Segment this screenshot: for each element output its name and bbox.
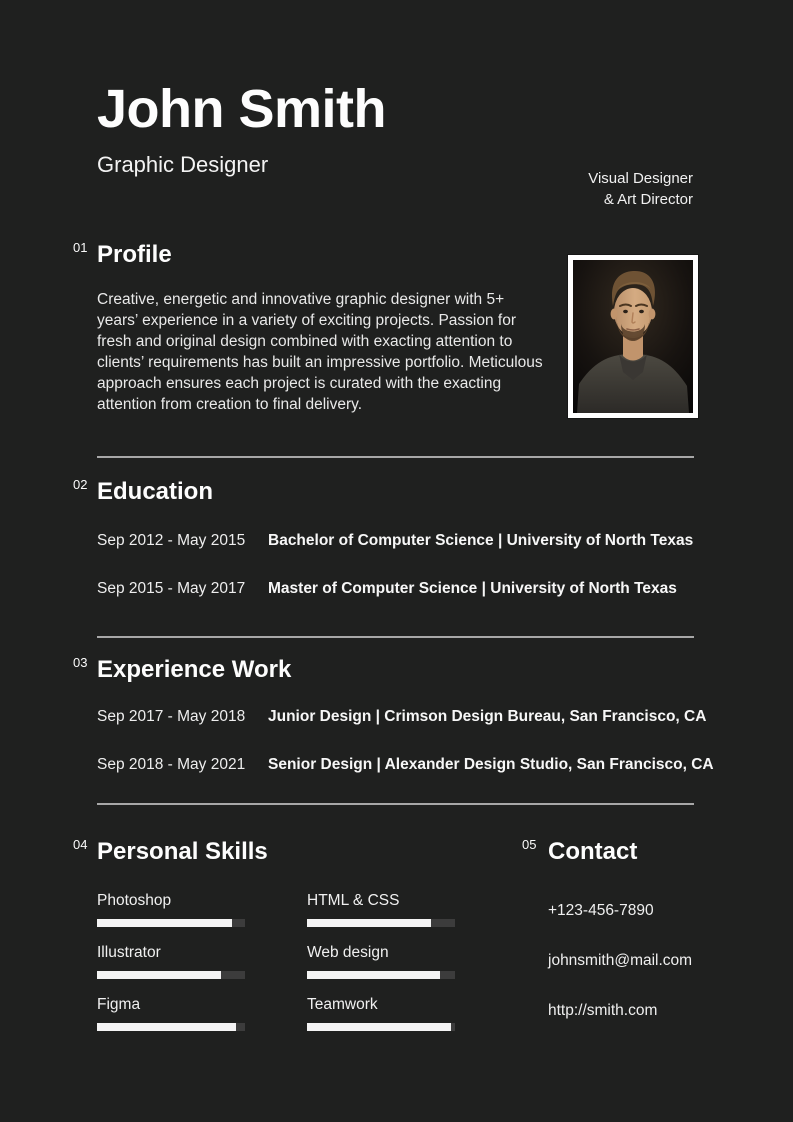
section-title: Education [97,478,214,505]
education-description: Master of Computer Science | University of North Texas [268,580,677,597]
skill-bar-fill [97,971,221,979]
skill-label: HTML & CSS [307,892,400,909]
skill-label: Photoshop [97,892,172,909]
section-profile [73,240,549,415]
section-contact [522,837,693,1020]
section-title: Contact [548,838,638,865]
skill-bar [97,1023,245,1031]
education-date: Sep 2015 - May 2017 [97,580,246,597]
education-row [97,580,717,598]
skill-bar [97,919,245,927]
section-title: Experience Work [97,656,292,683]
skill-item [97,892,245,927]
secondary-role-line2: & Art Director [603,191,693,208]
contact-item-email: johnsmith@mail.com [548,952,693,969]
separator [97,456,694,458]
section-number: 04 [73,837,88,852]
page-title: John Smith [97,79,386,139]
section-education [73,477,717,598]
experience-date: Sep 2018 - May 2021 [97,756,246,773]
contact-list [548,902,692,1020]
skill-label: Teamwork [307,996,378,1013]
skill-bar [97,971,245,979]
skill-bar-fill [307,971,440,979]
experience-description: Senior Design | Alexander Design Studio, San Francisco, CA [268,756,714,773]
education-description: Bachelor of Computer Science | University of North Texas [268,532,694,549]
skill-item [307,892,455,927]
skill-bar-fill [97,1023,236,1031]
contact-heading [522,837,692,866]
separator [97,636,694,638]
portrait-illustration [573,260,693,413]
section-personal-skills [73,837,455,1031]
skill-bar [307,971,455,979]
profile-text: Creative, energetic and innovative graphic designer with 5+ years’ experience in a variety of exciting projects. Passion for fresh and original design combined with exacting attention to clients’ requirements has built an impressive portfolio. Meticulous approach ensures each project is curated with the exacting attention from creation to final delivery. [97,291,543,413]
secondary-role-line1: Visual Designer [588,170,693,187]
contact-item-phone: +123-456-7890 [548,902,654,919]
separator [97,803,694,805]
experience-date: Sep 2017 - May 2018 [97,708,246,725]
skill-bar [307,1023,455,1031]
contact-item-website: http://smith.com [548,1002,658,1019]
secondary-role [588,168,693,210]
job-title: Graphic Designer [97,152,269,177]
education-row [97,532,717,550]
skill-label: Web design [307,944,389,961]
section-title: Personal Skills [97,838,268,865]
skills-heading [73,837,455,866]
skill-item [307,996,455,1031]
section-number: 05 [522,837,537,852]
skill-bar-fill [307,919,431,927]
skill-label: Figma [97,996,141,1013]
portrait-photo [568,255,698,418]
education-date: Sep 2012 - May 2015 [97,532,246,549]
skill-bar-fill [97,919,232,927]
skill-item [97,944,245,979]
experience-row [97,756,737,774]
skill-bar-fill [307,1023,451,1031]
section-number: 01 [73,240,88,255]
section-experience [73,655,737,774]
skill-item [307,944,455,979]
experience-row [97,708,737,726]
skill-bar [307,919,455,927]
profile-heading [73,240,549,269]
skill-label: Illustrator [97,944,161,961]
skills-grid [97,892,455,1031]
experience-description: Junior Design | Crimson Design Bureau, San Francisco, CA [268,708,707,725]
section-number: 03 [73,655,88,670]
section-number: 02 [73,477,88,492]
experience-heading [73,655,737,684]
education-heading [73,477,717,506]
section-title: Profile [97,241,172,268]
skill-item [97,996,245,1031]
